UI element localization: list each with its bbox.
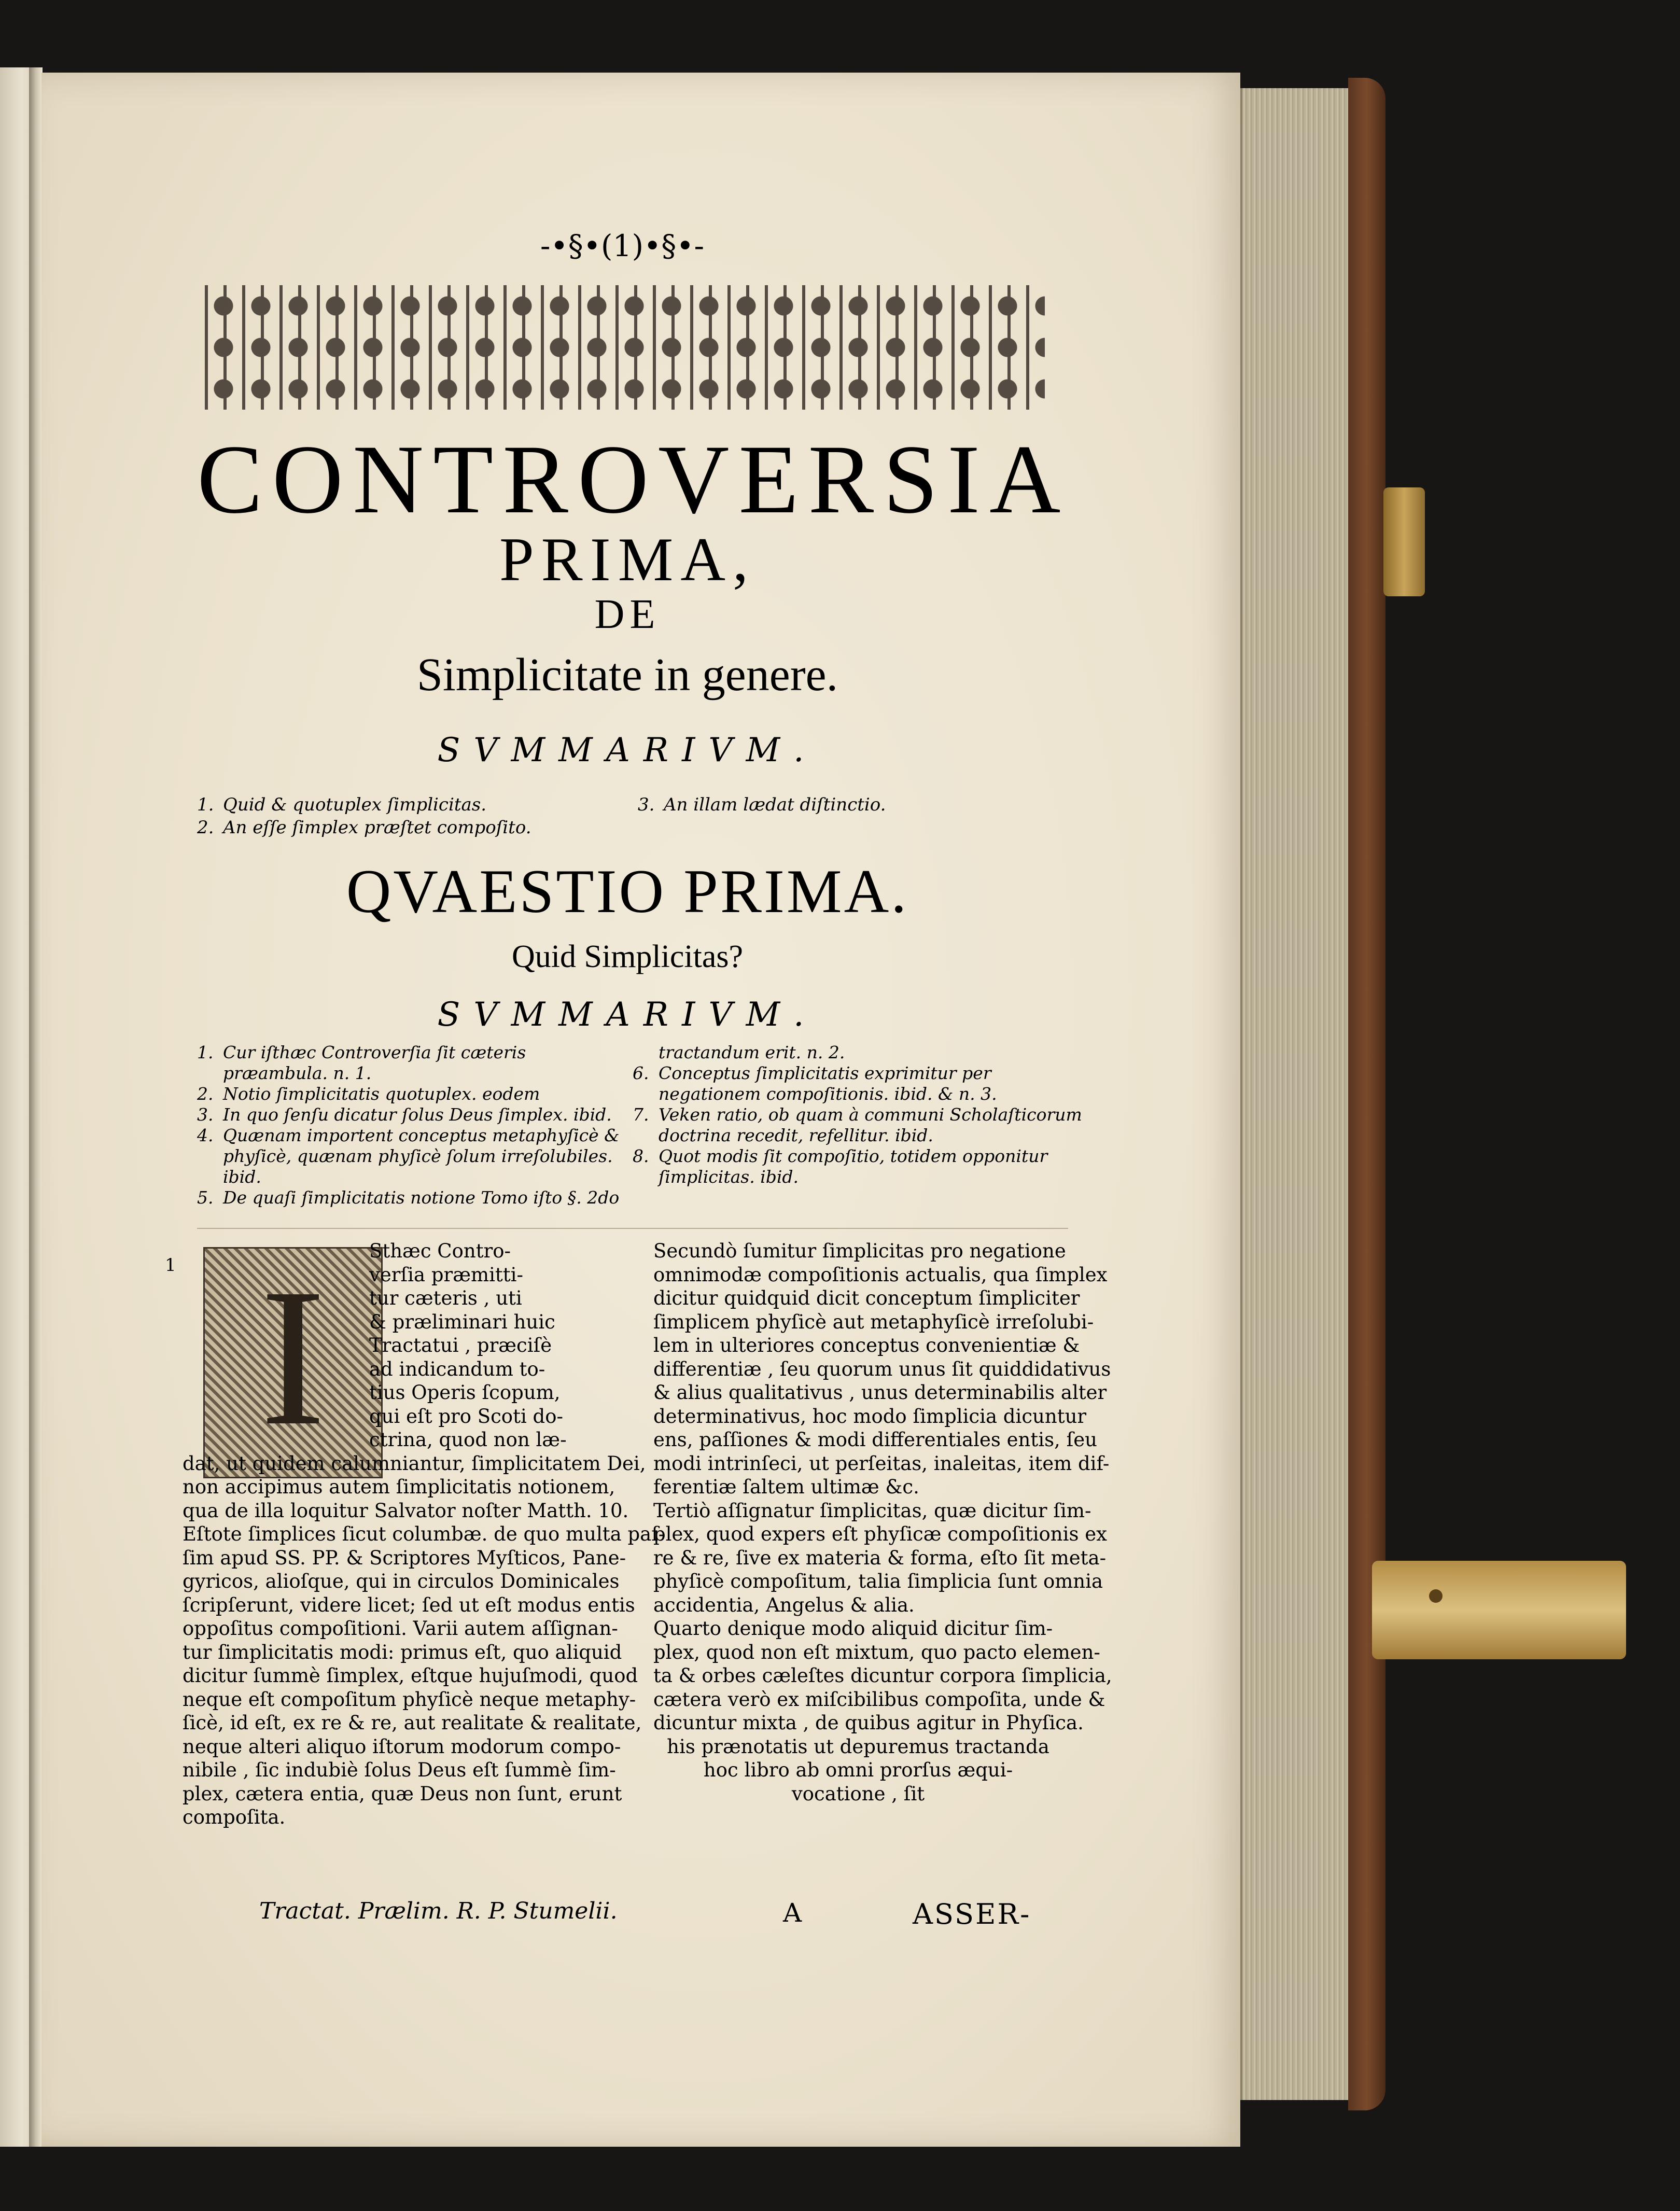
- summary-item-number: 3.: [197, 1104, 214, 1125]
- summarium-heading-2: SVMMARIVM.: [437, 996, 818, 1034]
- summary-item: [197, 816, 633, 839]
- body-line: ſimplicem phyſicè aut metaphyſicè irreſolubi-: [653, 1310, 1094, 1333]
- body-line: his prænotatis ut depuremus tractanda: [667, 1735, 1049, 1758]
- body-line: gyricos, alioſque, qui in circulos Dominicales: [183, 1570, 620, 1592]
- clasp-bottom: [1372, 1561, 1626, 1659]
- body-column-left: [183, 1239, 665, 1829]
- summary-item-number: 8.: [633, 1146, 649, 1166]
- body-line: Tractatui , præciſè: [369, 1334, 552, 1356]
- summarium-2-col-2: [633, 1042, 1089, 1187]
- footer-catchword: ASSER-: [913, 1898, 1031, 1930]
- body-line: ta & orbes cæleſtes dicuntur corpora ſimplicia,: [653, 1664, 1112, 1687]
- body-line: dat, ut quidem calumniantur, ſimplicitatem Dei,: [183, 1452, 646, 1475]
- summary-item: [638, 793, 1068, 816]
- summary-item: [197, 1187, 622, 1208]
- body-line: ſim apud SS. PP. & Scriptores Myſticos, Pane-: [183, 1546, 626, 1569]
- summarium-1-col-1: [197, 793, 633, 839]
- body-line: tur ſimplicitatis modi: primus eſt, quo aliquid: [183, 1641, 622, 1663]
- body-line: neque alteri aliquo iſtorum modorum compo-: [183, 1735, 621, 1758]
- title-sub: PRIMA,: [499, 525, 756, 594]
- summary-item-text: An illam lædat diſtinctio.: [664, 794, 886, 815]
- body-line: qua de illa loquitur Salvator noſter Matth. 10.: [183, 1499, 629, 1522]
- body-line: dicitur ſummè ſimplex, eſtque hujuſmodi, quod: [183, 1664, 638, 1687]
- body-line: phyſicè compoſitum, talia ſimplicia ſunt omnia: [653, 1570, 1103, 1592]
- clasp-top: [1383, 487, 1425, 596]
- summary-item: [633, 1042, 1089, 1063]
- summary-item: [633, 1063, 1089, 1104]
- quaestio-subtitle: Quid Simplicitas?: [511, 939, 744, 974]
- summary-item: [197, 1104, 622, 1125]
- summary-item-text: tractandum erit. n. 2.: [659, 1042, 845, 1062]
- body-line: differentiæ , ſeu quorum unus ſit quiddidativus: [653, 1358, 1111, 1380]
- initial-letter: I: [260, 1248, 326, 1466]
- summary-item: [197, 1042, 622, 1084]
- body-line: tius Operis ſcopum,: [369, 1381, 561, 1404]
- body-line: plex, cætera entia, quæ Deus non ſunt, erunt: [183, 1782, 622, 1805]
- body-line: re & re, ſive ex materia & forma, eſto ſit meta-: [653, 1546, 1107, 1569]
- body-line: determinativus, hoc modo ſimplicia dicuntur: [653, 1405, 1087, 1428]
- body-line: ctrina, quod non læ-: [369, 1429, 567, 1451]
- title-topic: Simplicitate in genere.: [416, 649, 838, 701]
- footer-running-title: Tractat. Prælim. R. P. Stumelii.: [259, 1898, 618, 1924]
- summarium-2-col-1: [197, 1042, 622, 1208]
- summary-item-text: Veken ratio, ob quam à communi Scholaſticorum doctrina recedit, refellitur. ibid.: [659, 1104, 1082, 1145]
- body-line: compoſita.: [183, 1806, 286, 1828]
- body-column-right: [653, 1239, 1112, 1806]
- title-main: CONTROVERSIA: [197, 425, 1070, 534]
- summary-item: [197, 1125, 622, 1187]
- summary-item-number: 4.: [197, 1125, 214, 1145]
- summary-item-text: De quaſi ſimplicitatis notione Tomo iſto §. 2do: [223, 1187, 620, 1208]
- body-line: oppoſitus compoſitioni. Varii autem aſſignan-: [183, 1617, 618, 1640]
- summary-item-text: Cur iſthæc Controverſia ſit cæteris præambula. n. 1.: [223, 1042, 526, 1083]
- body-line: cætera verò ex miſcibilibus compoſita, unde &: [653, 1688, 1105, 1711]
- body-line: ferentiæ ſaltem ultimæ &c.: [653, 1476, 919, 1498]
- margin-number: 1: [165, 1255, 176, 1276]
- summary-item-text: In quo ſenſu dicatur ſolus Deus ſimplex. ibid.: [223, 1104, 612, 1125]
- book-cover: [1348, 78, 1385, 2110]
- summary-item-number: [633, 1042, 659, 1063]
- summary-item: [197, 793, 633, 816]
- body-line: non accipimus autem ſimplicitatis notionem,: [183, 1476, 615, 1498]
- body-line: nibile , ſic indubiè ſolus Deus eſt ſummè ſim-: [183, 1759, 616, 1781]
- body-line: & præliminari huic: [369, 1310, 555, 1333]
- body-line: Tertiò aſſignatur ſimplicitas, quæ dicitur ſim-: [653, 1499, 1091, 1522]
- summary-item-text: An eſſe ſimplex præſtet compoſito.: [223, 817, 531, 838]
- body-line: ad indicandum to-: [369, 1358, 545, 1380]
- body-line: hoc libro ab omni prorſus æqui-: [703, 1759, 1013, 1781]
- body-line: ens, paſſiones & modi differentiales entis, ſeu: [653, 1429, 1098, 1451]
- body-line: modi intrinſeci, ut perſeitas, inaleitas, item dif-: [653, 1452, 1110, 1475]
- summary-item-number: 1.: [197, 794, 214, 815]
- body-line: verſia præmitti-: [369, 1263, 523, 1286]
- section-divider: [197, 1228, 1068, 1229]
- summary-item-text: Conceptus ſimplicitatis exprimitur per negationem compoſitionis. ibid. & n. 3.: [659, 1063, 997, 1104]
- body-line: & alius qualitativus , unus determinabilis alter: [653, 1381, 1107, 1404]
- footer-signature: A: [783, 1898, 802, 1928]
- body-line: vocatione , ſit: [791, 1782, 925, 1805]
- summary-item-text: Quænam importent conceptus metaphyſicè & phyſicè, quænam phyſicè ſolum irreſolubiles. ibid.: [223, 1125, 620, 1187]
- body-line: tur cæteris , uti: [369, 1287, 522, 1309]
- body-line: Eſtote ſimplices ſicut columbæ. de quo multa paſ-: [183, 1523, 665, 1545]
- summary-item-number: 2.: [197, 817, 214, 838]
- summary-item-text: Quot modis ſit compoſitio, totidem opponitur ſimplicitas. ibid.: [659, 1146, 1048, 1187]
- summary-item-number: 6.: [633, 1063, 649, 1083]
- body-line: plex, quod expers eſt phyſicæ compoſitionis ex: [653, 1523, 1107, 1545]
- body-line: accidentia, Angelus & alia.: [653, 1593, 915, 1616]
- body-line: dicitur quidquid dicit conceptum ſimpliciter: [653, 1287, 1080, 1309]
- body-line: ſicè, id eſt, ex re & re, aut realitate & realitate,: [183, 1712, 642, 1734]
- body-line: Secundò ſumitur ſimplicitas pro negatione: [653, 1240, 1066, 1262]
- book-gutter: [29, 67, 43, 2147]
- summary-item-number: 2.: [197, 1084, 214, 1104]
- body-line: dicuntur mixta , de quibus agitur in Phyſica.: [653, 1712, 1084, 1734]
- title-de: DE: [594, 592, 661, 637]
- summary-item: [633, 1146, 1089, 1187]
- summarium-heading-1: SVMMARIVM.: [437, 731, 818, 769]
- summary-item-number: 5.: [197, 1187, 214, 1208]
- summary-item-text: Quid & quotuplex ſimplicitas.: [223, 794, 487, 815]
- body-line: plex, quod non eſt mixtum, quo pacto elemen-: [653, 1641, 1100, 1663]
- body-line: neque eſt compoſitum phyſicè neque metaphy-: [183, 1688, 636, 1711]
- body-line: Sthæc Contro-: [369, 1240, 511, 1262]
- summary-item-number: 1.: [197, 1042, 214, 1062]
- decorative-header-band: [205, 285, 1045, 410]
- quaestio-title: QVAESTIO PRIMA.: [346, 857, 909, 926]
- summary-item: [633, 1104, 1089, 1146]
- page-number: -•§•(1)•§•-: [540, 228, 705, 263]
- summarium-1-col-2: [638, 793, 1068, 816]
- summary-item-text: Notio ſimplicitatis quotuplex. eodem: [223, 1084, 540, 1104]
- body-line: Quarto denique modo aliquid dicitur ſim-: [653, 1617, 1053, 1640]
- summary-item-number: 7.: [633, 1104, 649, 1125]
- body-line: lem in ulteriores conceptus convenientiæ &: [653, 1334, 1080, 1356]
- summary-item: [197, 1084, 622, 1104]
- body-line: qui eſt pro Scoti do-: [369, 1405, 564, 1428]
- summary-item-number: 3.: [638, 794, 655, 815]
- page-fore-edge: [1240, 88, 1361, 2100]
- body-line: ſcripſerunt, videre licet; ſed ut eſt modus entis: [183, 1593, 635, 1616]
- body-line: omnimodæ compoſitionis actualis, qua ſimplex: [653, 1263, 1108, 1286]
